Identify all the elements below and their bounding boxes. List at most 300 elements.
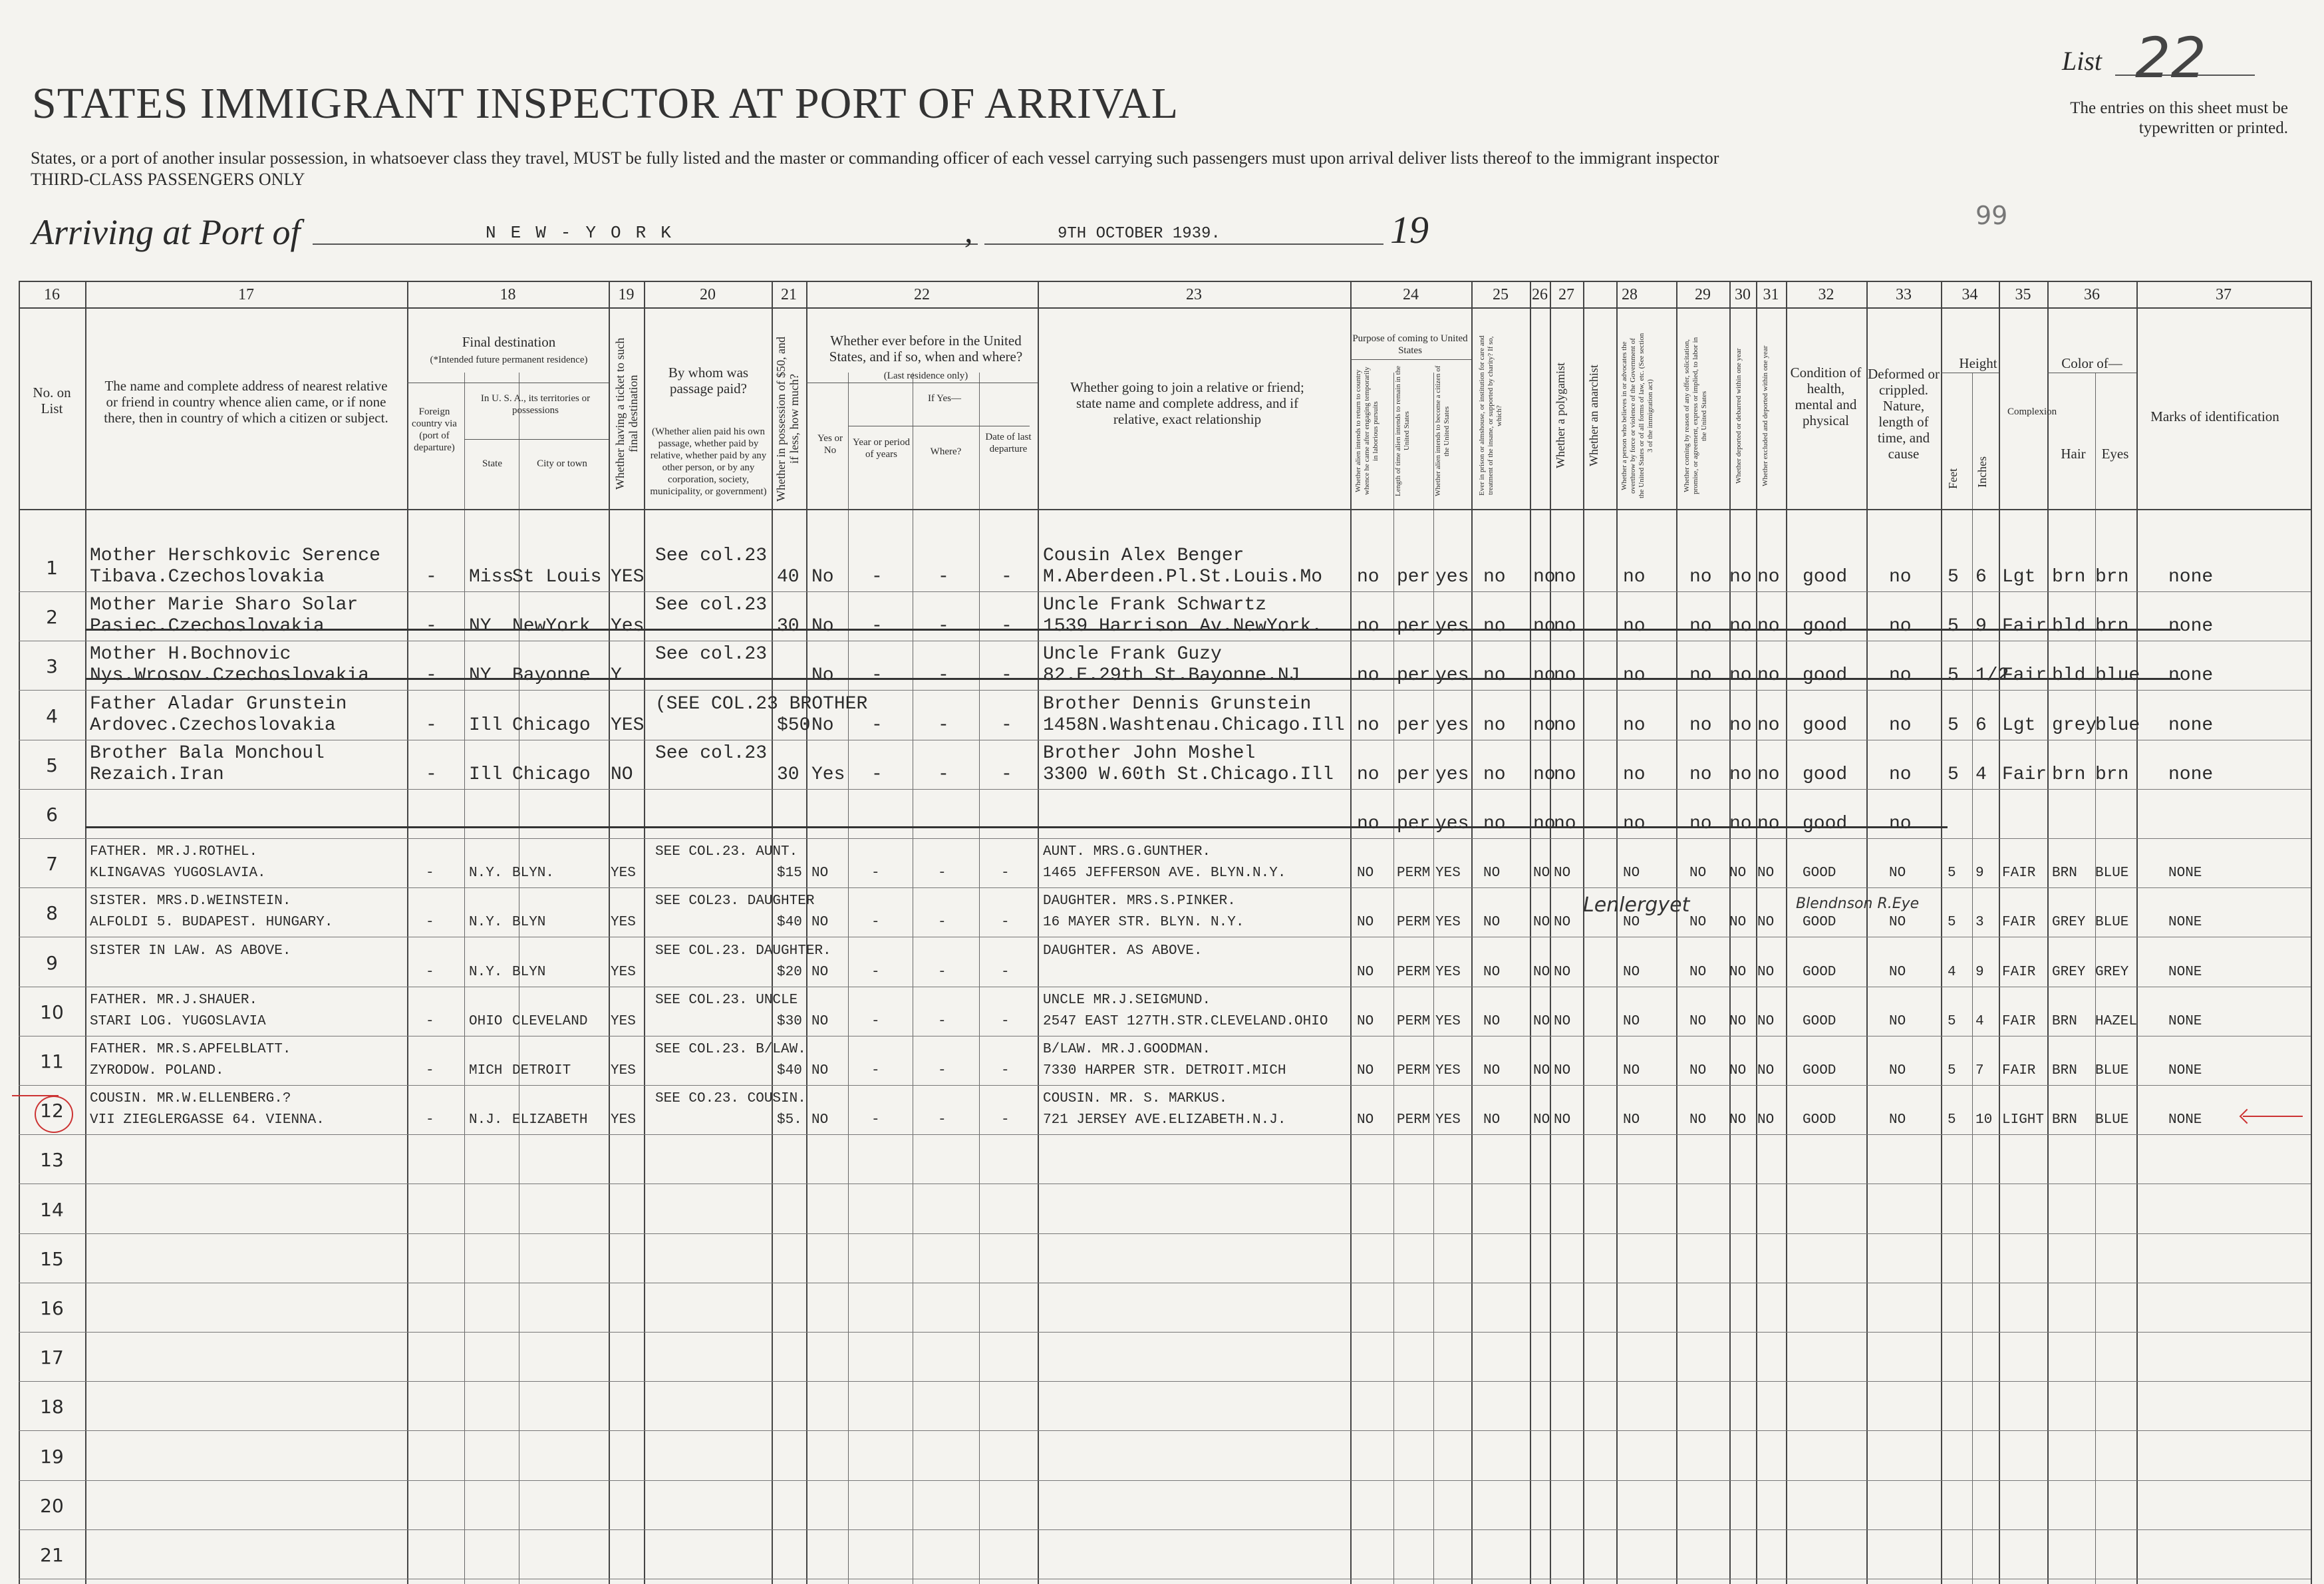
foreign-country: - xyxy=(426,915,434,930)
ticket: Yes xyxy=(611,616,645,637)
ticket: NO xyxy=(611,764,633,785)
deported: no xyxy=(1729,764,1752,785)
year-prefix: 19 xyxy=(1390,208,1429,251)
health: GOOD xyxy=(1803,1063,1836,1078)
header-purpose-citizen: Whether alien intends to become a citizen of the United States xyxy=(1434,365,1451,497)
destination-state: Miss xyxy=(469,567,514,587)
column-number-32: 32 xyxy=(1818,286,1834,303)
height-feet: 5 xyxy=(1948,567,1959,587)
deformed: NO xyxy=(1889,1112,1906,1128)
health: good xyxy=(1803,764,1848,785)
date-value: 9TH OCTOBER 1939. xyxy=(1058,225,1221,243)
purpose-return: no xyxy=(1357,764,1380,785)
identification-marks: none xyxy=(2168,567,2214,587)
join-relative-name: Brother John Moshel xyxy=(1043,743,1256,764)
before-in-us: NO xyxy=(811,965,829,980)
list-label: List xyxy=(2062,46,2103,76)
column-number-31: 31 xyxy=(1763,286,1779,303)
column-number-18: 18 xyxy=(500,286,516,303)
destination-city: BLYN xyxy=(512,965,546,980)
header-money: Whether in possession of $50, and if less, how much? xyxy=(774,337,801,502)
destination-state: N.J. xyxy=(469,1112,503,1128)
before-date: - xyxy=(1001,1014,1010,1029)
excluded: NO xyxy=(1757,965,1775,980)
labor-offer: NO xyxy=(1689,1063,1707,1078)
eye-color: blue xyxy=(2095,715,2140,736)
before-date: - xyxy=(1001,567,1012,587)
join-relative-address: 1465 JEFFERSON AVE. BLYN.N.Y. xyxy=(1043,866,1286,881)
excluded: NO xyxy=(1757,1112,1775,1128)
money: $50 xyxy=(777,715,811,736)
page-title: STATES IMMIGRANT INSPECTOR AT PORT OF ARRIVAL xyxy=(32,79,1179,128)
grid-vline xyxy=(1583,281,1584,1584)
row6-polyg: no xyxy=(1533,814,1556,834)
header-in-usa: In U. S. A., its territories or possessions xyxy=(480,393,591,416)
polygamist: no xyxy=(1533,665,1556,686)
identification-marks: none xyxy=(2168,764,2214,785)
header-yes-no: Yes or No xyxy=(817,433,843,456)
before-date: - xyxy=(1001,616,1012,637)
destination-city: NewYork xyxy=(512,616,591,637)
deported: no xyxy=(1729,567,1752,587)
deformed: no xyxy=(1889,665,1912,686)
handwritten-row8-note: Blendnson R.Eye xyxy=(1796,895,1920,912)
row-number: 6 xyxy=(46,804,58,826)
header-final-destination-note: (*Intended future permanent residence) xyxy=(430,355,588,365)
height-inches: 9 xyxy=(1975,866,1984,881)
money: $40 xyxy=(777,1063,802,1078)
join-relative-name: UNCLE MR.J.SEIGMUND. xyxy=(1043,993,1211,1008)
join-relative-name: COUSIN. MR. S. MARKUS. xyxy=(1043,1091,1228,1106)
grid-vline xyxy=(1550,281,1551,1584)
separator-comma: , xyxy=(964,212,973,249)
polygamist: no xyxy=(1533,567,1556,587)
port-underline xyxy=(313,243,978,245)
column-number-22: 22 xyxy=(914,286,930,303)
row6-remain: per xyxy=(1397,814,1431,834)
before-period: - xyxy=(871,866,880,881)
row-number: 18 xyxy=(40,1396,64,1418)
grid-vline xyxy=(1038,281,1039,1584)
height-feet: 5 xyxy=(1948,866,1956,881)
strike-line xyxy=(85,629,2180,631)
health: good xyxy=(1803,665,1848,686)
row-number: 15 xyxy=(40,1248,64,1270)
before-date: - xyxy=(1001,665,1012,686)
header-excluded: Whether excluded and deported within one year xyxy=(1761,345,1769,486)
before-period: - xyxy=(871,1063,880,1078)
complexion: FAIR xyxy=(2002,915,2036,930)
grid-vline xyxy=(1433,373,1434,1584)
header-relative: The name and complete address of nearest relative or friend in country whence alien came, or if none there, then in country of which a citizen or subject. xyxy=(104,378,388,426)
before-period: - xyxy=(871,567,883,587)
header-final-destination: Final destination xyxy=(462,334,556,350)
purpose-citizen: yes xyxy=(1435,567,1469,587)
ticket: YES xyxy=(611,715,645,736)
foreign-country: - xyxy=(426,1112,434,1128)
row6-health: good xyxy=(1803,814,1848,834)
foreign-country: - xyxy=(426,866,434,881)
deported: NO xyxy=(1729,1014,1747,1029)
header-deformed: Deformed or crippled. Nature, length of time, and cause xyxy=(1868,366,1940,462)
before-date: - xyxy=(1001,715,1012,736)
row-number: 10 xyxy=(40,1001,64,1023)
labor-offer: NO xyxy=(1689,1014,1707,1029)
overthrow: NO xyxy=(1623,915,1640,930)
passage-paid: See col.23 xyxy=(655,546,768,566)
before-where: - xyxy=(938,965,946,980)
before-in-us: No xyxy=(811,616,834,637)
row-number: 5 xyxy=(46,754,58,776)
excluded: no xyxy=(1757,764,1780,785)
labor-offer: NO xyxy=(1689,866,1707,881)
anarchist: NO xyxy=(1554,915,1571,930)
height-inches: 6 xyxy=(1975,715,1987,736)
deported: no xyxy=(1729,665,1752,686)
labor-offer: NO xyxy=(1689,1112,1707,1128)
destination-city: ELIZABETH xyxy=(512,1112,588,1128)
grid-vline xyxy=(1786,281,1787,1584)
before-where: - xyxy=(938,616,949,637)
grid-vline xyxy=(1999,281,2000,1584)
purpose-return: NO xyxy=(1357,1014,1374,1029)
overthrow: no xyxy=(1623,616,1646,637)
grid-vline xyxy=(1393,373,1394,1584)
row6-return: no xyxy=(1357,814,1380,834)
identification-marks: NONE xyxy=(2168,915,2202,930)
complexion: FAIR xyxy=(2002,965,2036,980)
row-number: 3 xyxy=(46,655,58,677)
column-number-23: 23 xyxy=(1186,286,1202,303)
money: $20 xyxy=(777,965,802,980)
before-date: - xyxy=(1001,1063,1010,1078)
row-12-arrow-mark xyxy=(2243,1116,2303,1117)
header-anarchist: Whether an anarchist xyxy=(1587,365,1600,467)
relative-name: Brother Bala Monchoul xyxy=(90,743,325,764)
grid-vline xyxy=(979,373,980,1584)
labor-offer: no xyxy=(1689,715,1712,736)
header-purpose-return: Whether alien intends to return to country whence he came after engaging temporarily in laborious pursuits xyxy=(1354,367,1380,496)
relative-name: COUSIN. MR.W.ELLENBERG.? xyxy=(90,1091,291,1106)
corner-mark: 99 xyxy=(1975,201,2008,230)
grid-vline xyxy=(1616,281,1618,1584)
column-number-33: 33 xyxy=(1896,286,1912,303)
join-relative-name: Uncle Frank Guzy xyxy=(1043,644,1222,665)
ticket: YES xyxy=(611,1014,636,1029)
ticket: YES xyxy=(611,1063,636,1078)
deformed: no xyxy=(1889,715,1912,736)
header-labor-offer: Whether coming by reason of any offer, solicitation, promise, or agreement, express or implied, to labor in the United States xyxy=(1683,337,1708,495)
header-period: Year or period of years xyxy=(853,437,910,460)
join-relative-address: 82.E.29th St.Bayonne.NJ xyxy=(1043,665,1300,686)
grid-row-line xyxy=(19,690,2311,691)
foreign-country: - xyxy=(426,567,437,587)
header-prison: Ever in prison or almshouse, or institution for care and treatment of the insane, or supported by charity? If so, which? xyxy=(1478,335,1503,496)
join-relative-name: Uncle Frank Schwartz xyxy=(1043,595,1267,615)
row-number: 4 xyxy=(46,705,58,727)
labor-offer: NO xyxy=(1689,915,1707,930)
instructions-line: States, or a port of another insular possession, in whatsoever class they travel, MUST be fully listed and the master or commanding officer of each vessel carrying such passengers must upon arrival deliver lists thereof to the immigrant inspector xyxy=(31,148,1719,168)
hair-color: bld xyxy=(2052,665,2086,686)
header-date-departure: Date of last departure xyxy=(985,432,1032,454)
overthrow: NO xyxy=(1623,866,1640,881)
header-hair: Hair xyxy=(2061,446,2086,462)
row-number: 13 xyxy=(40,1149,64,1171)
money: 30 xyxy=(777,616,799,637)
strike-line xyxy=(85,678,2180,680)
prison: NO xyxy=(1483,866,1501,881)
grid-vline xyxy=(1941,281,1942,1584)
destination-state: NY xyxy=(469,616,492,637)
purpose-remain: PERM xyxy=(1397,1112,1431,1128)
eye-color: BLUE xyxy=(2095,1112,2129,1128)
header-if-yes: If Yes— xyxy=(927,393,961,404)
complexion: LIGHT xyxy=(2002,1112,2045,1128)
header-inches: Inches xyxy=(1975,456,1989,488)
relative-address: KLINGAVAS YUGOSLAVIA. xyxy=(90,866,266,881)
row-number: 21 xyxy=(40,1544,64,1566)
passage-paid: SEE CO.23. COUSIN. xyxy=(655,1091,806,1106)
grid-row-line xyxy=(19,1529,2311,1530)
date-underline xyxy=(984,243,1383,245)
purpose-return: no xyxy=(1357,616,1380,637)
passage-paid: SEE COL.23. B/LAW. xyxy=(655,1042,806,1057)
deformed: NO xyxy=(1889,866,1906,881)
identification-marks: NONE xyxy=(2168,1014,2202,1029)
eye-color: GREY xyxy=(2095,965,2129,980)
destination-city: St Louis xyxy=(512,567,602,587)
deported: NO xyxy=(1729,1112,1747,1128)
foreign-country: - xyxy=(426,616,437,637)
relative-address: Nys.Wrosov.Czechoslovakia xyxy=(90,665,370,686)
before-in-us: No xyxy=(811,715,834,736)
header-subdivider xyxy=(464,439,609,440)
ticket: Y xyxy=(611,665,622,686)
deformed: NO xyxy=(1889,1063,1906,1078)
purpose-return: NO xyxy=(1357,1063,1374,1078)
destination-state: Ill xyxy=(469,715,503,736)
header-deported: Whether deported or debarred within one year xyxy=(1735,348,1743,484)
header-color-of: Color of— xyxy=(2061,355,2122,371)
polygamist: NO xyxy=(1533,915,1550,930)
identification-marks: none xyxy=(2168,616,2214,637)
labor-offer: no xyxy=(1689,567,1712,587)
row6-offer: no xyxy=(1689,814,1712,834)
health: good xyxy=(1803,567,1848,587)
passage-paid: SEE COL23. DAUGHTER xyxy=(655,893,815,909)
row-number: 19 xyxy=(40,1446,64,1468)
destination-state: N.Y. xyxy=(469,965,503,980)
column-number-20: 20 xyxy=(700,286,716,303)
purpose-citizen: yes xyxy=(1435,764,1469,785)
join-relative-name: DAUGHTER. AS ABOVE. xyxy=(1043,943,1203,959)
row-number: 11 xyxy=(40,1050,64,1072)
money: 30 xyxy=(777,764,799,785)
height-feet: 5 xyxy=(1948,1112,1956,1128)
passage-paid: SEE COL.23. DAUGHTER. xyxy=(655,943,831,959)
purpose-return: no xyxy=(1357,665,1380,686)
before-where: - xyxy=(938,1063,946,1078)
relative-address: ZYRODOW. POLAND. xyxy=(90,1063,224,1078)
before-where: - xyxy=(938,715,949,736)
identification-marks: NONE xyxy=(2168,866,2202,881)
grid-row-line xyxy=(19,1233,2311,1234)
overthrow: no xyxy=(1623,715,1646,736)
grid-row-line xyxy=(19,1134,2311,1135)
excluded: NO xyxy=(1757,1014,1775,1029)
purpose-citizen: YES xyxy=(1435,1063,1461,1078)
anarchist: NO xyxy=(1554,866,1571,881)
before-where: - xyxy=(938,1014,946,1029)
grid-vline xyxy=(407,281,408,1584)
purpose-citizen: yes xyxy=(1435,665,1469,686)
overthrow: no xyxy=(1623,665,1646,686)
row-number: 9 xyxy=(46,952,58,974)
polygamist: NO xyxy=(1533,866,1550,881)
anarchist: NO xyxy=(1554,1063,1571,1078)
column-number-17: 17 xyxy=(238,286,254,303)
before-date: - xyxy=(1001,1112,1010,1128)
height-feet: 5 xyxy=(1948,665,1959,686)
before-in-us: NO xyxy=(811,866,829,881)
column-number-26: 26 xyxy=(1532,286,1548,303)
relative-address: Rezaich.Iran xyxy=(90,764,224,785)
polygamist: NO xyxy=(1533,1112,1550,1128)
before-date: - xyxy=(1001,915,1010,930)
header-passage-paid: By whom was passage paid? xyxy=(668,365,749,396)
polygamist: no xyxy=(1533,616,1556,637)
purpose-remain: per xyxy=(1397,764,1431,785)
eye-color: blue xyxy=(2095,665,2140,686)
header-city: City or town xyxy=(537,458,587,469)
join-relative-address: 1539 Harrison Av.NewYork. xyxy=(1043,616,1323,637)
purpose-return: NO xyxy=(1357,915,1374,930)
ticket: YES xyxy=(611,1112,636,1128)
destination-state: N.Y. xyxy=(469,915,503,930)
relative-address: ALFOLDI 5. BUDAPEST. HUNGARY. xyxy=(90,915,333,930)
grid-row-line xyxy=(19,1381,2311,1382)
overthrow: no xyxy=(1623,567,1646,587)
purpose-return: no xyxy=(1357,715,1380,736)
grid-vline xyxy=(2311,281,2312,1584)
money: $15 xyxy=(777,866,802,881)
column-number-19: 19 xyxy=(618,286,635,303)
deported: NO xyxy=(1729,1063,1747,1078)
passage-paid: SEE COL.23. AUNT. xyxy=(655,844,798,860)
header-passage-note: (Whether alien paid his own passage, whether paid by relative, whether paid by any other person, or by any corporation, society, municipality, or government) xyxy=(650,426,767,497)
labor-offer: no xyxy=(1689,616,1712,637)
grid-row-line xyxy=(19,789,2311,790)
column-number-36: 36 xyxy=(2084,286,2100,303)
join-relative-address: 1458N.Washtenau.Chicago.Ill xyxy=(1043,715,1345,736)
passage-paid: See col.23 xyxy=(655,595,768,615)
height-feet: 5 xyxy=(1948,616,1959,637)
height-inches: 10 xyxy=(1975,1112,1993,1128)
hair-color: grey xyxy=(2052,715,2097,736)
grid-vline xyxy=(806,281,807,1584)
header-purpose: Purpose of coming to United States xyxy=(1352,333,1468,356)
anarchist: no xyxy=(1554,715,1576,736)
prison: NO xyxy=(1483,1014,1501,1029)
height-inches: 4 xyxy=(1975,764,1987,785)
column-number-37: 37 xyxy=(2216,286,2232,303)
entries-note: The entries on this sheet must be typewritten or printed. xyxy=(2070,99,2288,137)
header-purpose-remain: Length of time alien intends to remain in the United States xyxy=(1394,365,1411,497)
purpose-remain: per xyxy=(1397,616,1431,637)
row6-prison: no xyxy=(1483,814,1506,834)
before-period: - xyxy=(871,764,883,785)
money: $40 xyxy=(777,915,802,930)
before-where: - xyxy=(938,665,949,686)
hair-color: GREY xyxy=(2052,965,2086,980)
row-number: 8 xyxy=(46,902,58,924)
complexion: FAIR xyxy=(2002,866,2036,881)
eye-color: brn xyxy=(2095,616,2129,637)
excluded: no xyxy=(1757,567,1780,587)
overthrow: NO xyxy=(1623,1112,1640,1128)
join-relative-address: 721 JERSEY AVE.ELIZABETH.N.J. xyxy=(1043,1112,1286,1128)
row-number: 16 xyxy=(40,1297,64,1319)
row-number: 17 xyxy=(40,1346,64,1368)
grid-vline xyxy=(772,281,773,1584)
destination-city: BLYN xyxy=(512,915,546,930)
purpose-remain: PERM xyxy=(1397,915,1431,930)
complexion: Fair xyxy=(2002,764,2047,785)
deformed: NO xyxy=(1889,1014,1906,1029)
header-before-in-us: Whether ever before in the United States, and if so, when and where? xyxy=(829,333,1023,365)
relative-name: SISTER. MRS.D.WEINSTEIN. xyxy=(90,893,291,909)
deported: no xyxy=(1729,616,1752,637)
grid-hline xyxy=(19,509,2311,510)
list-number: 22 xyxy=(2135,25,2206,90)
row-number: 14 xyxy=(40,1199,64,1221)
identification-marks: none xyxy=(2168,715,2214,736)
eye-color: brn xyxy=(2095,764,2129,785)
deformed: no xyxy=(1889,567,1912,587)
form-instructions xyxy=(31,148,1960,190)
grid-row-line xyxy=(19,591,2311,592)
passage-paid: See col.23 xyxy=(655,743,768,764)
polygamist: no xyxy=(1533,764,1556,785)
relative-address: Ardovec.Czechoslovakia xyxy=(90,715,336,736)
row-number: 20 xyxy=(40,1495,64,1517)
money: $5. xyxy=(777,1112,802,1128)
hair-color: BRN xyxy=(2052,866,2077,881)
passage-paid: See col.23 xyxy=(655,644,768,665)
health: GOOD xyxy=(1803,915,1836,930)
height-inches: 9 xyxy=(1975,616,1987,637)
before-period: - xyxy=(871,1112,880,1128)
grid-row-line xyxy=(19,1430,2311,1431)
before-where: - xyxy=(938,866,946,881)
header-polygamist: Whether a polygamist xyxy=(1554,363,1567,469)
ticket: YES xyxy=(611,866,636,881)
health: good xyxy=(1803,715,1848,736)
height-feet: 5 xyxy=(1948,1063,1956,1078)
eye-color: BLUE xyxy=(2095,915,2129,930)
money: $30 xyxy=(777,1014,802,1029)
overthrow: NO xyxy=(1623,965,1640,980)
prison: no xyxy=(1483,764,1506,785)
ticket: YES xyxy=(611,915,636,930)
grid-vline xyxy=(1471,281,1473,1584)
join-relative-name: Brother Dennis Grunstein xyxy=(1043,694,1312,714)
health: GOOD xyxy=(1803,1014,1836,1029)
destination-city: DETROIT xyxy=(512,1063,571,1078)
height-inches: 9 xyxy=(1975,965,1984,980)
prison: NO xyxy=(1483,965,1501,980)
before-period: - xyxy=(871,715,883,736)
